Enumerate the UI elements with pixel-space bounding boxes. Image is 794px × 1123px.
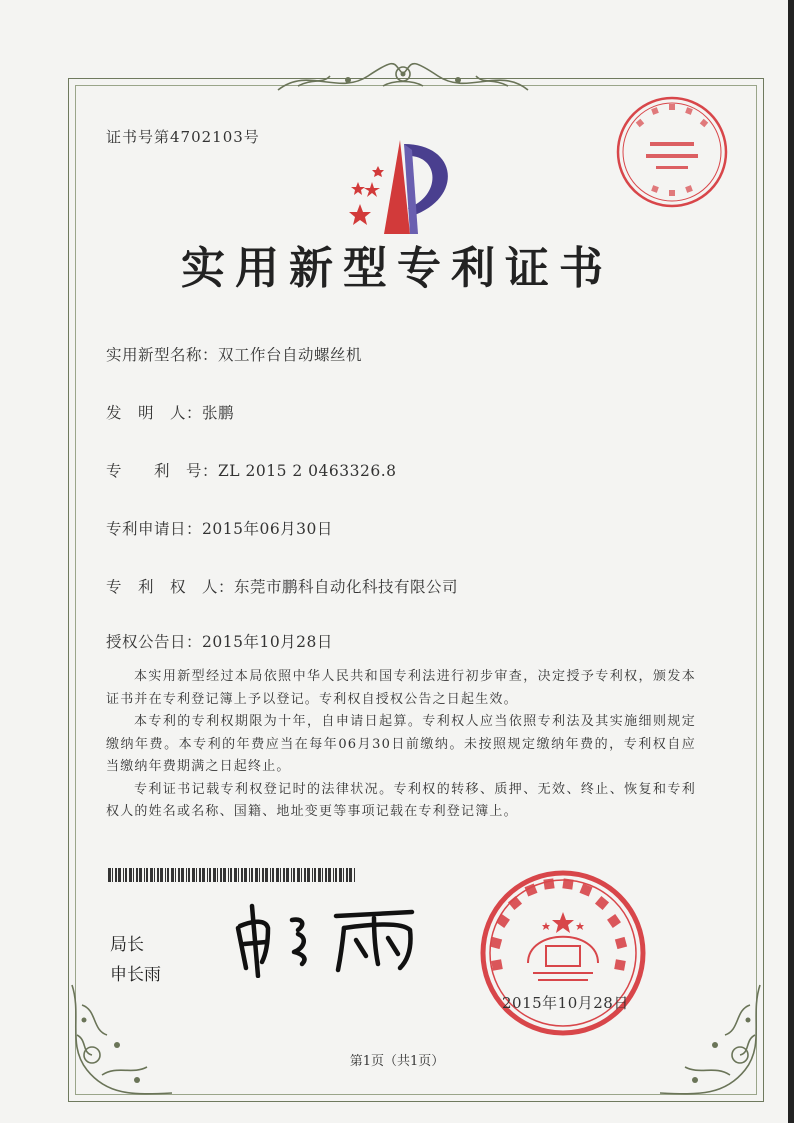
field-value: 2015年06月30日 [202, 520, 333, 538]
scan-edge [788, 0, 794, 1123]
field-utility-model-name [106, 343, 362, 365]
field-grant-date [106, 630, 333, 652]
field-label: 实用新型名称： [106, 346, 219, 364]
field-inventor [106, 401, 234, 423]
page-number: 第1页（共1页） [349, 1054, 445, 1069]
barcode [108, 868, 358, 882]
field-value: 东莞市鹏科自动化科技有限公司 [234, 578, 459, 596]
agency-seal-icon [612, 92, 732, 212]
certificate-body [106, 666, 696, 824]
field-label: 授权公告日： [106, 633, 203, 651]
field-label: 专 利 号： [106, 462, 219, 480]
body-paragraph: 本实用新型经过本局依照中华人民共和国专利法进行初步审查，决定授予专利权，颁发本证书并在专利登记簿上予以登记。专利权自授权公告之日起生效。 [106, 669, 696, 707]
director-name: 申长雨 [110, 965, 161, 985]
cnipa-logo-icon [338, 138, 468, 238]
field-value: 双工作台自动螺丝机 [218, 346, 363, 364]
director-title: 局长 [110, 935, 144, 955]
field-application-date [106, 517, 333, 539]
seal-date: 2015年10月28日 [502, 994, 629, 1012]
field-label: 专 利 权 人： [106, 578, 235, 596]
field-label: 专利申请日： [106, 520, 203, 538]
director-signature [232, 898, 432, 978]
field-patent-number [106, 459, 397, 481]
field-patentee [106, 575, 458, 597]
body-paragraph: 本专利的专利权期限为十年，自申请日起算。专利权人应当依照专利法及其实施细则规定缴纳年费。本专利的年费应当在每年06月30日前缴纳。未按照规定缴纳年费的，专利权自应当缴纳年费期满之日起终止。 [106, 714, 696, 774]
field-value: ZL 2015 2 0463326.8 [218, 462, 397, 480]
top-ornament [268, 56, 538, 100]
field-value: 2015年10月28日 [202, 633, 333, 651]
bottom-left-ornament [62, 975, 192, 1105]
body-paragraph: 专利证书记载专利权登记时的法律状况。专利权的转移、质押、无效、终止、恢复和专利权人的姓名或名称、国籍、地址变更等事项记载在专利登记簿上。 [106, 781, 696, 819]
bottom-right-ornament [640, 975, 770, 1105]
field-label: 发 明 人： [106, 404, 203, 422]
certificate-title: 实用新型专利证书 [181, 243, 613, 294]
field-value: 张鹏 [202, 404, 235, 422]
certificate-number: 证书号第4702103号 [106, 128, 260, 146]
